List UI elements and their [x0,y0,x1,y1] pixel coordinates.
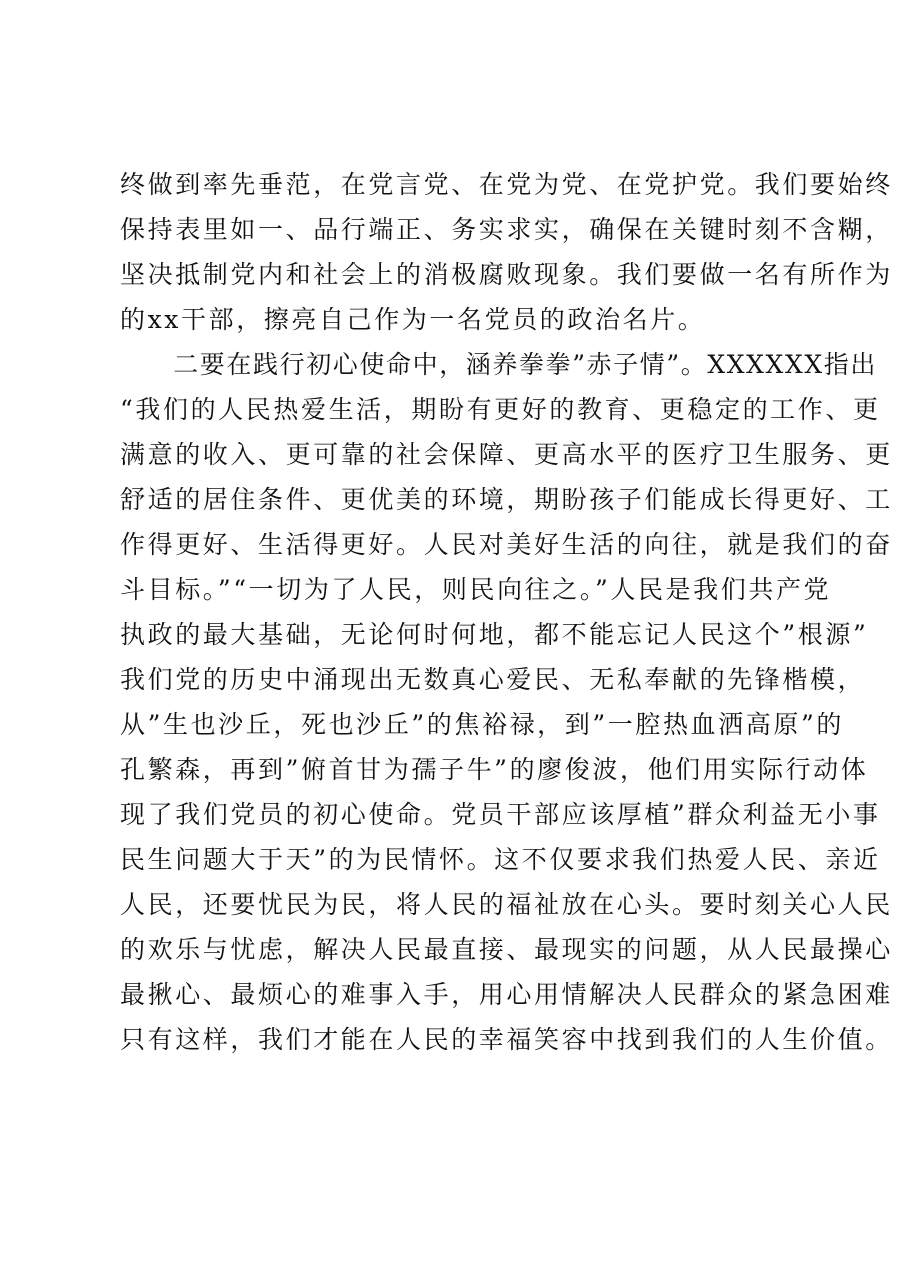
text-line: 人民，还要忧民为民，将人民的福祉放在心头。要时刻关心人民 [120,890,893,919]
text-line: “我们的人民热爱生活，期盼有更好的教育、更稳定的工作、更 [120,395,881,424]
text-line: 作得更好、生活得更好。人民对美好生活的向往，就是我们的奋 [120,530,893,559]
text-line: 只有这样，我们才能在人民的幸福笑容中找到我们的人生价值。 [120,1025,893,1054]
text-line: 我们党的历史中涌现出无数真心爱民、无私奉献的先锋楷模， [120,665,866,694]
text-line: 执政的最大基础，无论何时何地，都不能忘记人民这个”根源” [120,620,869,649]
text-line: 终做到率先垂范，在党言党、在党为党、在党护党。我们要始终 [120,170,893,199]
text-line: 满意的收入、更可靠的社会保障、更高水平的医疗卫生服务、更 [120,440,893,469]
text-line: 舒适的居住条件、更优美的环境，期盼孩子们能成长得更好、工 [120,485,893,514]
text-line: 坚决抵制党内和社会上的消极腐败现象。我们要做一名有所作为 [120,260,893,289]
body-text [120,162,893,1062]
text-line: 最揪心、最烦心的难事入手，用心用情解决人民群众的紧急困难 [120,980,893,1009]
text-line: 孔繁森，再到”俯首甘为孺子牛”的廖俊波，他们用实际行动体 [120,755,869,784]
text-line: 保持表里如一、品行端正、务实求实，确保在关键时刻不含糊， [120,215,893,244]
text-line: 斗目标。”“一切为了人民，则民向往之。”人民是我们共产党 [120,575,832,604]
text-line: 民生问题大于天”的为民情怀。这不仅要求我们热爱人民、亲近 [120,845,881,874]
text-line: 的xx干部，擦亮自己作为一名党员的政治名片。 [120,305,706,334]
text-line: 从”生也沙丘，死也沙丘”的焦裕禄，到”一腔热血洒高原”的 [120,710,844,739]
text-line: 的欢乐与忧虑，解决人民最直接、最现实的问题，从人民最操心 [120,935,893,964]
text-line: 现了我们党员的初心使命。党员干部应该厚植”群众利益无小事 [120,800,881,829]
text-line: 二要在践行初心使命中，涵养拳拳”赤子情”。XXXXXX指出 [120,350,877,379]
